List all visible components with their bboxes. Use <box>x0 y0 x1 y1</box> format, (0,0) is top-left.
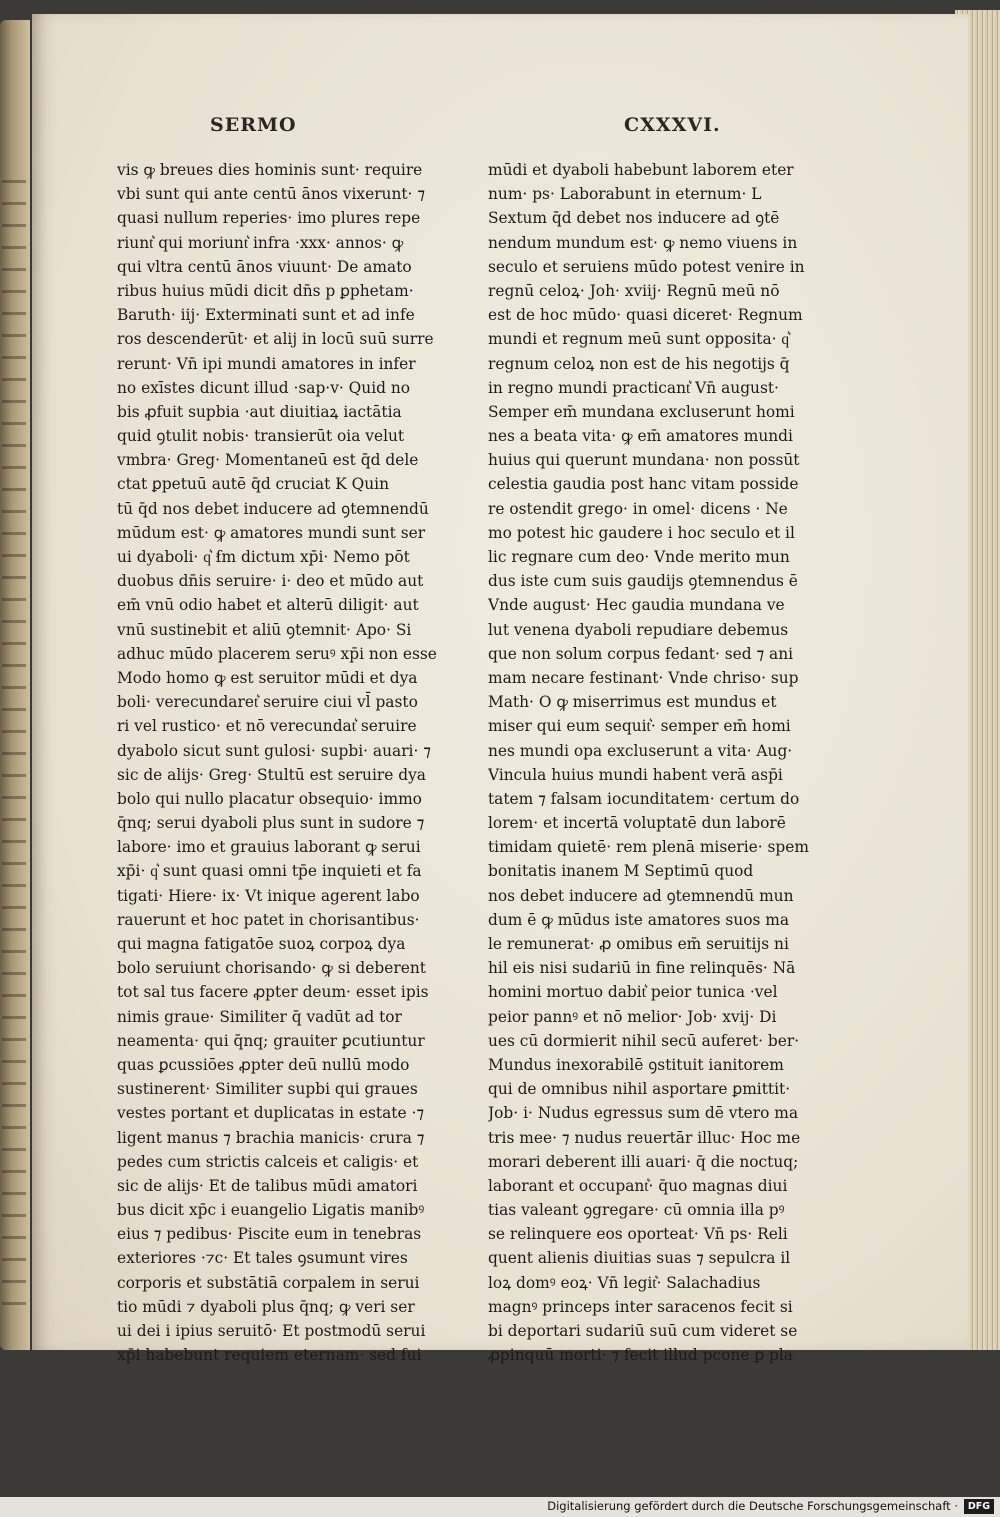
text-line: magnꝰ princeps inter saracenos fecit si <box>488 1297 793 1316</box>
text-line: mo potest hic gaudere i hoc seculo et il <box>488 523 795 542</box>
text-line: bis ꝓfuit supbia ·aut diuitiaꝝ iactātia <box>117 402 402 421</box>
text-line: timidam quietē· rem plenā miserie· spem <box>488 838 809 857</box>
text-line: homini mortuo dabit͛ peior tunica ·vel <box>488 983 778 1002</box>
text-line: bonitatis inanem M Septimū quod <box>488 862 754 881</box>
text-line: pedes cum strictis calceis et caligis· et <box>117 1152 419 1171</box>
text-line: ros descenderūt· et alij in locū suū surre <box>117 330 434 349</box>
text-line: ctat ꝑpetuū autē q̄d cruciat K Quin <box>117 475 389 494</box>
text-line: huius qui querunt mundana· non possūt <box>488 451 800 470</box>
text-line: no exīstes dicunt illud ·sap·v· Quid no <box>117 378 411 397</box>
text-line: num· ps· Laborabunt in eternum· L <box>488 185 762 204</box>
funding-notice: Digitalisierung gefördert durch die Deutsche Forschungsgemeinschaft · <box>547 1499 958 1513</box>
text-line: tio mūdi ⁊ dyaboli plus q̄nq; ꝙ veri ser <box>117 1297 415 1316</box>
text-line: quasi nullum reperies· imo plures repe <box>117 209 421 228</box>
text-line: mūdi et dyaboli habebunt laborem eter <box>488 161 794 179</box>
text-line: ri vel rustico· et nō verecundat͛ seruire <box>117 717 417 736</box>
text-line: Mundus inexorabilē ꝯstituit ianitorem <box>488 1055 784 1074</box>
text-line: nes a beata vita· ꝙ em̄ amatores mundi <box>488 427 793 446</box>
text-line: quent alienis diuitias suas ⁊ sepulcra il <box>488 1249 791 1268</box>
text-line: ui dyaboli· q͛ ẜm dictum xp̄i· Nemo pōt <box>117 548 410 566</box>
text-line: tris mee· ⁊ nudus reuertār illuc· Hoc me <box>488 1128 801 1147</box>
text-line: dum ē ꝙ mūdus iste amatores suos ma <box>488 910 790 929</box>
text-line: eius ⁊ pedibus· Piscite eum in tenebras <box>117 1225 422 1244</box>
text-line: xp̄i· q͛ sunt quasi omni tp̄e inquieti et fa <box>117 862 422 881</box>
text-line: qui vltra centū ānos viuunt· De amato <box>117 257 412 276</box>
text-line: exteriores ·⁊c· Et tales ꝯsumunt vires <box>117 1249 408 1268</box>
text-line: mūdum est· ꝙ amatores mundi sunt ser <box>117 523 426 542</box>
text-line: rauerunt et hoc patet in chorisantibus· <box>117 910 420 929</box>
text-line: peior pannꝰ et nō melior· Job· xvij· Di <box>488 1007 777 1026</box>
text-line: ues cū dormierit nihil secū auferet· ber· <box>488 1031 800 1050</box>
text-line: nendum mundum est· ꝙ nemo viuens in <box>488 233 798 252</box>
text-line: tot sal tus facere ꝓpter deum· esset ipis <box>117 983 429 1002</box>
running-head-left: SERMO <box>210 114 297 136</box>
text-line: ui dei i ipius seruitō· Et postmodū serui <box>117 1322 426 1340</box>
text-line: adhuc mūdo placerem seruꝰ xp̄i non esse <box>117 644 437 663</box>
text-line: ꝓpinquū morti· ⁊ fecit illud pcone ꝑ pla <box>488 1346 793 1365</box>
text-line: vnū sustinebit et aliū ꝯtemnit· Apo· Si <box>117 620 412 639</box>
text-line: sustinerent· Similiter supbi qui graues <box>117 1080 418 1099</box>
text-line: seculo et seruiens mūdo potest venire in <box>488 257 805 276</box>
text-line: Vincula huius mundi habent verā asp̄i <box>488 765 783 784</box>
text-line: ligent manus ⁊ brachia manicis· crura ⁊ <box>117 1128 425 1147</box>
text-line: tigati· Hiere· ix· Vt inique agerent labo <box>117 886 420 905</box>
text-line: bi deportari sudariū suū cum videret se <box>488 1322 798 1340</box>
text-line: nos debet inducere ad ꝯtemnendū mun <box>488 886 794 905</box>
text-line: que non solum corpus fedant· sed ⁊ ani <box>488 644 794 663</box>
text-line: neamenta· qui q̄nq; grauiter ꝑcutiuntur <box>117 1031 425 1050</box>
text-line: nes mundi opa excluserunt a vita· Aug· <box>488 741 793 760</box>
text-line: quid ꝯtulit nobis· transierūt oia velut <box>117 427 405 446</box>
text-line: q̄nq; serui dyaboli plus sunt in sudore ⁊ <box>117 814 425 833</box>
text-line: mam necare festinant· Vnde chriso· sup <box>488 668 799 687</box>
text-line: se relinquere eos oporteat· Vn̄ ps· Reli <box>488 1225 788 1244</box>
text-line: vestes portant et duplicatas in estate ·⁊ <box>117 1104 425 1123</box>
text-line: loꝝ domꝰ eoꝝ· Vn̄ legit͛· Salachadius <box>488 1273 761 1292</box>
text-line: Modo homo ꝙ est seruitor mūdi et dya <box>117 668 418 687</box>
text-line: qui magna fatigatōe suoꝝ corpoꝝ dya <box>117 935 406 953</box>
text-line: sic de alijs· Greg· Stultū est seruire dya <box>117 765 426 784</box>
text-column-right <box>488 158 823 1367</box>
text-line: quas ꝑcussiōes ꝓpter deū nullū modo <box>117 1055 410 1074</box>
text-line: re ostendit grego· in omel· dicens · Ne <box>488 499 788 518</box>
text-line: duobus dn̄is seruire· i· deo et mūdo aut <box>117 572 424 591</box>
text-line: morari deberent illi auari· q̄ die noctuq; <box>488 1152 799 1171</box>
text-line: tatem ⁊ falsam iocunditatem· certum do <box>488 789 800 808</box>
text-line: rerunt· Vn̄ ipi mundi amatores in infer <box>117 354 416 373</box>
text-line: Baruth· iij· Exterminati sunt et ad infe <box>117 306 415 325</box>
text-line: corporis et substātiā corpalem in serui <box>117 1273 420 1292</box>
text-line: dus iste cum suis gaudijs ꝯtemnendus ē <box>488 572 798 591</box>
text-line: regnum celoꝝ non est de his negotijs q̄ <box>488 354 790 373</box>
text-line: labore· imo et grauius laborant ꝙ serui <box>117 838 421 857</box>
previous-page-edge <box>0 20 30 1350</box>
text-line: nimis graue· Similiter q̄ vadūt ad tor <box>117 1007 402 1026</box>
text-line: bolo seruiunt chorisando· ꝙ si deberent <box>117 959 426 978</box>
text-line: lorem· et incertā voluptatē dun laborē <box>488 814 786 833</box>
text-line: le remunerat· ꝓ omibus em̄ seruitijs ni <box>488 935 789 953</box>
text-line: vbi sunt qui ante centū ānos vixerunt· ⁊ <box>117 185 425 204</box>
text-line: xp̄i habebunt requiem eternam· sed ẜui <box>117 1346 422 1365</box>
text-line: celestia gaudia post hanc vitam posside <box>488 475 799 494</box>
text-line: est de hoc mūdo· quasi diceret· Regnum <box>488 306 803 325</box>
text-line: tias valeant ꝯgregare· cū omnia illa pꝰ <box>488 1201 785 1220</box>
text-line: in regno mundi practicant͛ Vn̄ august· <box>488 378 779 397</box>
footer-bar <box>0 1497 1000 1517</box>
text-line: Vnde august· Hec gaudia mundana ve <box>488 596 785 615</box>
text-line: hil eis nisi sudariū in fine relinquēs· Nā <box>488 959 796 978</box>
text-line: miser qui eum sequit͛· semper em̄ homi <box>488 717 791 736</box>
text-line: mundi et regnum meū sunt opposita· q͛ <box>488 330 790 349</box>
text-line: regnū celoꝝ· Joh· xviij· Regnū meū nō <box>488 281 780 300</box>
text-line: vmbra· Greg· Momentaneū est q̄d dele <box>117 451 419 470</box>
text-line: boli· verecundaret͛ seruire ciui vl̄ pasto <box>117 693 418 712</box>
text-line: Semper em̄ mundana excluserunt homi <box>488 402 795 421</box>
text-line: Sextum q̄d debet nos inducere ad ꝯtē <box>488 209 780 228</box>
text-line: bus dicit xp̄c i euangelio Ligatis manibꝰ <box>117 1201 425 1220</box>
text-line: ribus huius mūdi dicit dn̄s p ꝑphetam· <box>117 281 414 300</box>
text-line: Math· O ꝙ miserrimus est mundus et <box>488 693 777 712</box>
text-line: Job· i· Nudus egressus sum dē vtero ma <box>488 1104 799 1123</box>
text-line: dyabolo sicut sunt gulosi· supbi· auari· ⁊ <box>117 741 431 760</box>
text-line: lic regnare cum deo· Vnde merito mun <box>488 548 790 566</box>
text-line: em̄ vnū odio habet et alterū diligit· aut <box>117 596 419 615</box>
text-line: bolo qui nullo placatur obsequio· immo <box>117 789 422 808</box>
text-line: tū q̄d nos debet inducere ad ꝯtemnendū <box>117 499 429 518</box>
text-line: sic de alijs· Et de talibus mūdi amatori <box>117 1176 418 1195</box>
text-column-left <box>117 158 467 1367</box>
text-line: lut venena dyaboli repudiare debemus <box>488 620 789 639</box>
folio-number: CXXXVI. <box>624 114 721 136</box>
text-line: qui de omnibus nihil asportare ꝑmittit· <box>488 1080 791 1099</box>
text-line: vis ꝙ breues dies hominis sunt· require <box>117 161 423 179</box>
dfg-logo: DFG <box>964 1499 994 1514</box>
text-line: laborant et occupant͛· q̄uo magnas diui <box>488 1176 788 1195</box>
text-line: riunt͛ qui moriunt͛ infra ·xxx· annos· ꝙ <box>117 233 404 252</box>
previous-page-text-bleed <box>2 170 26 1320</box>
